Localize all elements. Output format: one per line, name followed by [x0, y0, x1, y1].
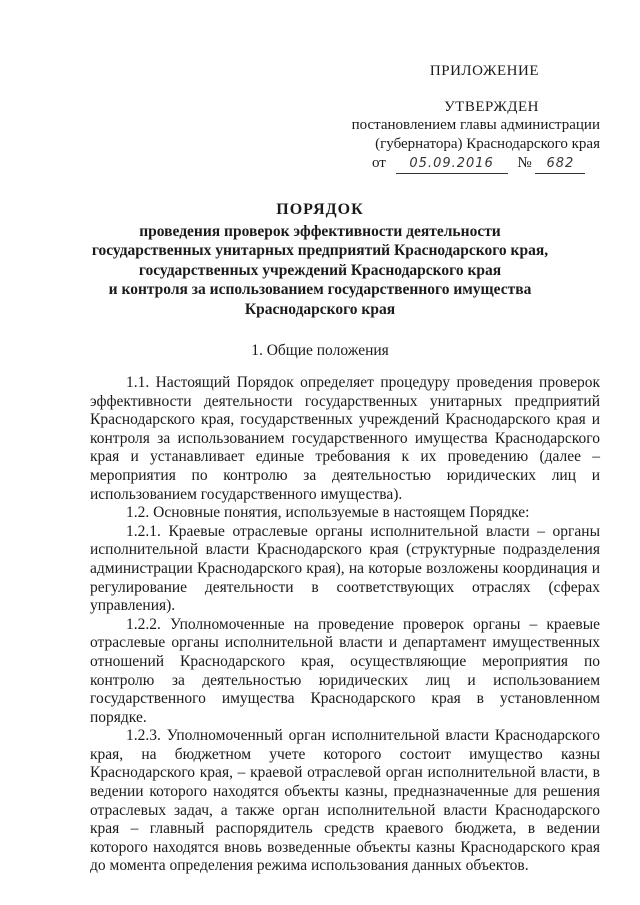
- date-value: 05.09.2016: [396, 155, 508, 174]
- title-line: государственных унитарных предприятий Краснодарского края,: [91, 242, 549, 259]
- number-value: 682: [535, 155, 585, 174]
- decree-line-1: постановлением главы администрации: [351, 117, 600, 133]
- document-title-block: [0, 200, 640, 319]
- date-prefix: от: [372, 155, 386, 171]
- paragraph: 1.1. Настоящий Порядок определяет процедуру проведения проверок эффективности деятельности государственных унитарных предприятий Краснодарского края, государственных учреждений Краснодарского края и контроля за использованием государственного имущества Краснодарского края и устанавливает единые требования к их проведению (далее – мероприятия по контролю за деятельностью юридических лиц и использованием государственного имущества).: [90, 374, 600, 503]
- document-body: [90, 374, 600, 876]
- decree-date-number: [372, 154, 585, 174]
- title-line: государственных учреждений Краснодарского края: [138, 261, 502, 279]
- appendix-label: ПРИЛОЖЕНИЕ: [429, 63, 539, 79]
- title-line: Краснодарского края: [244, 300, 396, 318]
- section-heading: 1. Общие положения: [251, 342, 389, 359]
- paragraph: 1.2.3. Уполномоченный орган исполнительной власти Краснодарского края, на бюджетном учете которого состоит имущество казны Краснодарского края, – краевой отраслевой орган исполнительной власти, в ведении которого находятся объекты казны, предназначенные для решения отраслевых задач, а также орган исполнительной власти Краснодарского края – главный распорядитель средств краевого бюджета, в ведении которого находятся вновь возведенные объекты казны Краснодарского края до момента определения режима использования данных объектов.: [90, 727, 600, 875]
- title-line: проведения проверок эффективности деятельности: [139, 222, 501, 240]
- paragraph: 1.2. Основные понятия, используемые в настоящем Порядке:: [126, 504, 530, 522]
- paragraph: 1.2.1. Краевые отраслевые органы исполнительной власти – органы исполнительной власти Краснодарского края (структурные подразделения администрации Краснодарского края), на которые возложены координация и регулирование деятельности в соответствующих отраслях (сферах управления).: [90, 522, 600, 615]
- approved-label: УТВЕРЖДЕН: [444, 99, 539, 115]
- title-line: и контроля за использованием государственного имущества: [108, 281, 532, 298]
- paragraph: 1.2.2. Уполномоченные на проведение проверок органы – краевые отраслевые органы исполнительной власти и департамент имущественных отношений Краснодарского края, осуществляющие мероприятия по контролю за деятельностью юридических лиц и использованием государственного имущества Краснодарского края в установленном порядке.: [90, 615, 600, 726]
- decree-line-2: (губернатора) Краснодарского края: [375, 136, 600, 152]
- document-title: ПОРЯДОК: [276, 201, 364, 218]
- number-prefix: №: [517, 155, 532, 171]
